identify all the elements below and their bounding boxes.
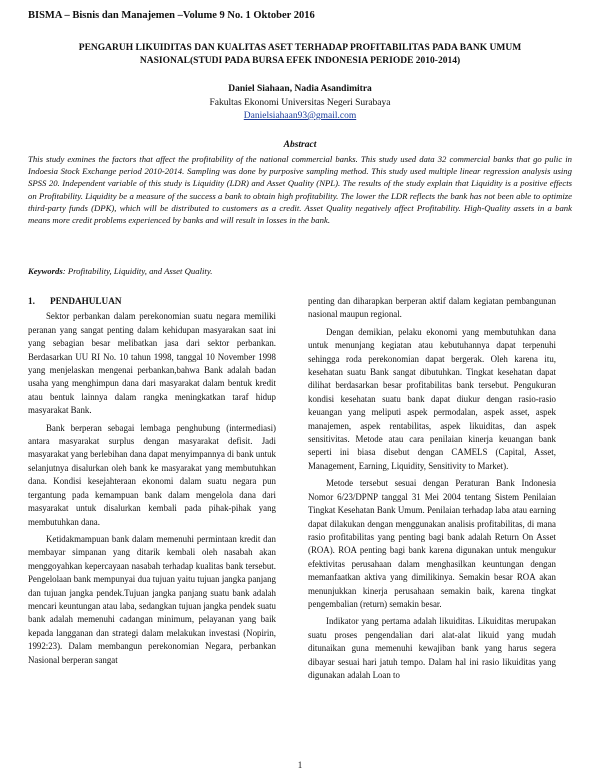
- paper-authors: Daniel Siahaan, Nadia Asandimitra: [228, 84, 372, 94]
- left-column: [28, 295, 276, 671]
- body-paragraph: Ketidakmampuan bank dalam memenuhi permintaan kredit dan membayar simpanan yang ditarik kembali oleh nasabah akan menggoyahkan kepercayaan nasabah terhadap kualitas bank tersebut. Pengelolaan bank mempunyai dua tujuan yaitu tujuan jangka panjang dan tujuan jangka pendek.Tujuan jangka panjang suatu bank adalah mencari keuntungan atau laba, sedangkan tujuan jangka pendek suatu bank adalah memenuhi cadangan minimum, pelayanan yang baik kepada langganan dan strategi dalam melakukan investasi (Nopirin, 1992:23). Dalam membangun perekonomian Negara, perbankan Nasional berperan sangat: [28, 533, 276, 665]
- section-number: 1.: [28, 296, 35, 306]
- body-paragraph: Sektor perbankan dalam perekonomian suatu negara memiliki peranan yang sangat penting dalam kehidupan masyarakan saat ini yang sebagian besar melibatkan jasa dari sektor perbankan. Berdasarkan UU RI No. 10 tahun 1998, tanggal 10 November 1998 yang menjelaskan mengenai perbankan,bahwa Bank adalah badan usaha yang menghimpun dana dari masyarakat dalam bentuk kredit atau bentuk lainnya dalam rangka meningkatkan taraf hidup masyarakat Bank.: [28, 311, 276, 416]
- author-email-link[interactable]: Danielsiahaan93@gmail.com: [243, 111, 357, 121]
- body-paragraph: Indikator yang pertama adalah likuiditas. Likuiditas merupakan suatu proses pengendalian dari alat-alat likuid yang mudah ditunaikan guna memenuhi kewajiban bank yang harus segera dibayar sesuai hari jatuh tempo. Dalam hal ini rasio likuiditas yang digunakan adalah Loan to: [308, 616, 556, 680]
- keywords-list: : Profitability, Liquidity, and Asset Quality.: [62, 266, 213, 276]
- page-number: 1: [297, 760, 303, 770]
- abstract-heading: Abstract: [283, 140, 317, 150]
- body-paragraph: Bank berperan sebagai lembaga penghubung (intermediasi) antara masyarakat surplus dengan masyarakat defisit. Jadi masyarakat yang berlebihan dana dapat menyimpannya di bank untuk selanjutnya disalurkan oleh bank ke masyarakat yang membutuhkan dana. Kondisi kesejahteraan ekonomi dalam suatu negara pun tergantung pada kemampuan bank dalam mengelola dana dari masyarakat untuk disalurkan kembali pada pihak-pihak yang membutuhkan dana.: [28, 422, 276, 527]
- right-column: [308, 295, 556, 686]
- paper-title: PENGARUH LIKUIDITAS DAN KUALITAS ASET TERHADAP PROFITABILITAS PADA BANK UMUM NASIONAL(STUDI PADA BURSA EFEK INDONESIA PERIODE 2010-2014): [78, 43, 522, 66]
- keywords-label: Keywords: [28, 266, 63, 276]
- section-heading: [28, 295, 276, 308]
- body-paragraph: penting dan diharapkan berperan aktif dalam kegiatan pembangunan nasional maupun regional.: [308, 296, 556, 320]
- body-paragraph: Metode tersebut sesuai dengan Peraturan Bank Indonesia Nomor 6/23/DPNP tanggal 31 Mei 2004 tentang Sistem Penilaian Tingkat Kesehatan Bank Umum. Penilaian terhadap laba atau earning dapat dilakukan dengan menggunakan analisis profitabilitas, di mana rasio profitabilitas yang penting bagi bank adalah Return On Asset (ROA). ROA penting bagi bank karena digunakan untuk mengukur efektivitas perusahaan dalam menghasilkan keuntungan dengan memanfaatkan aktiva yang dimilikinya. Semakin besar ROA akan menunjukkan kinerja perusahaan semakin baik, karena tingkat pengembalian (return) semakin besar.: [308, 478, 556, 609]
- abstract-text: This study exmines the factors that affect the profitability of the national commercial banks. This study used data 32 commercial banks that go pulic in Indoesia Stock Exchange period 2010-2014. Sampling was done by purposive sampling method. This study used multiple linear regression analysis using SPSS 20. Independent variable of this study is Liquidity (LDR) and Asset Quality (NPL). The results of the study explain that Liquidity is a positive effects on Profitability. Liquidity be a measure of the success a bank to obtain high profitability. The lower the LDR reflects the bank has not been able to optimize third-party funds (DPK), which will be distributed to customers as a credit. Asset Quality negatively affect Profitability. High-Quality assets in a bank means more credit problems experienced by banks and will result in losses in the bank.: [28, 154, 572, 226]
- journal-header: BISMA – Bisnis dan Manajemen –Volume 9 No. 1 Oktober 2016: [28, 10, 315, 21]
- section-title: PENDAHULUAN: [50, 296, 122, 306]
- body-paragraph: Dengan demikian, pelaku ekonomi yang membutuhkan dana untuk menunjang kegiatan atau kebutuhannya dapat terpenuhi sehingga roda perekonomian dapat bergerak. Oleh karena itu, kesehatan suatu Bank sangat dibutuhkan. Tingkat kesehatan dapat dilihat berdasarkan besar profitabilitas bank tersebut. Pengukuran kondisi kesehatan suatu bank dapat diukur dengan rasio-rasio keuangan yang meliputi aspek permodalan, aspek asset, aspek manajemen, aspek rentabilitas, aspek likuiditas, dan aspek sensitivitas. Metode atau cara penilaian kinerja keuangan bank seperti ini biasa disebut dengan CAMELS (Capital, Asset, Management, Earning, Liquidity, Sensitivity to Market).: [308, 326, 556, 471]
- keywords: [28, 266, 572, 276]
- paper-affiliation: Fakultas Ekonomi Universitas Negeri Surabaya: [209, 98, 391, 108]
